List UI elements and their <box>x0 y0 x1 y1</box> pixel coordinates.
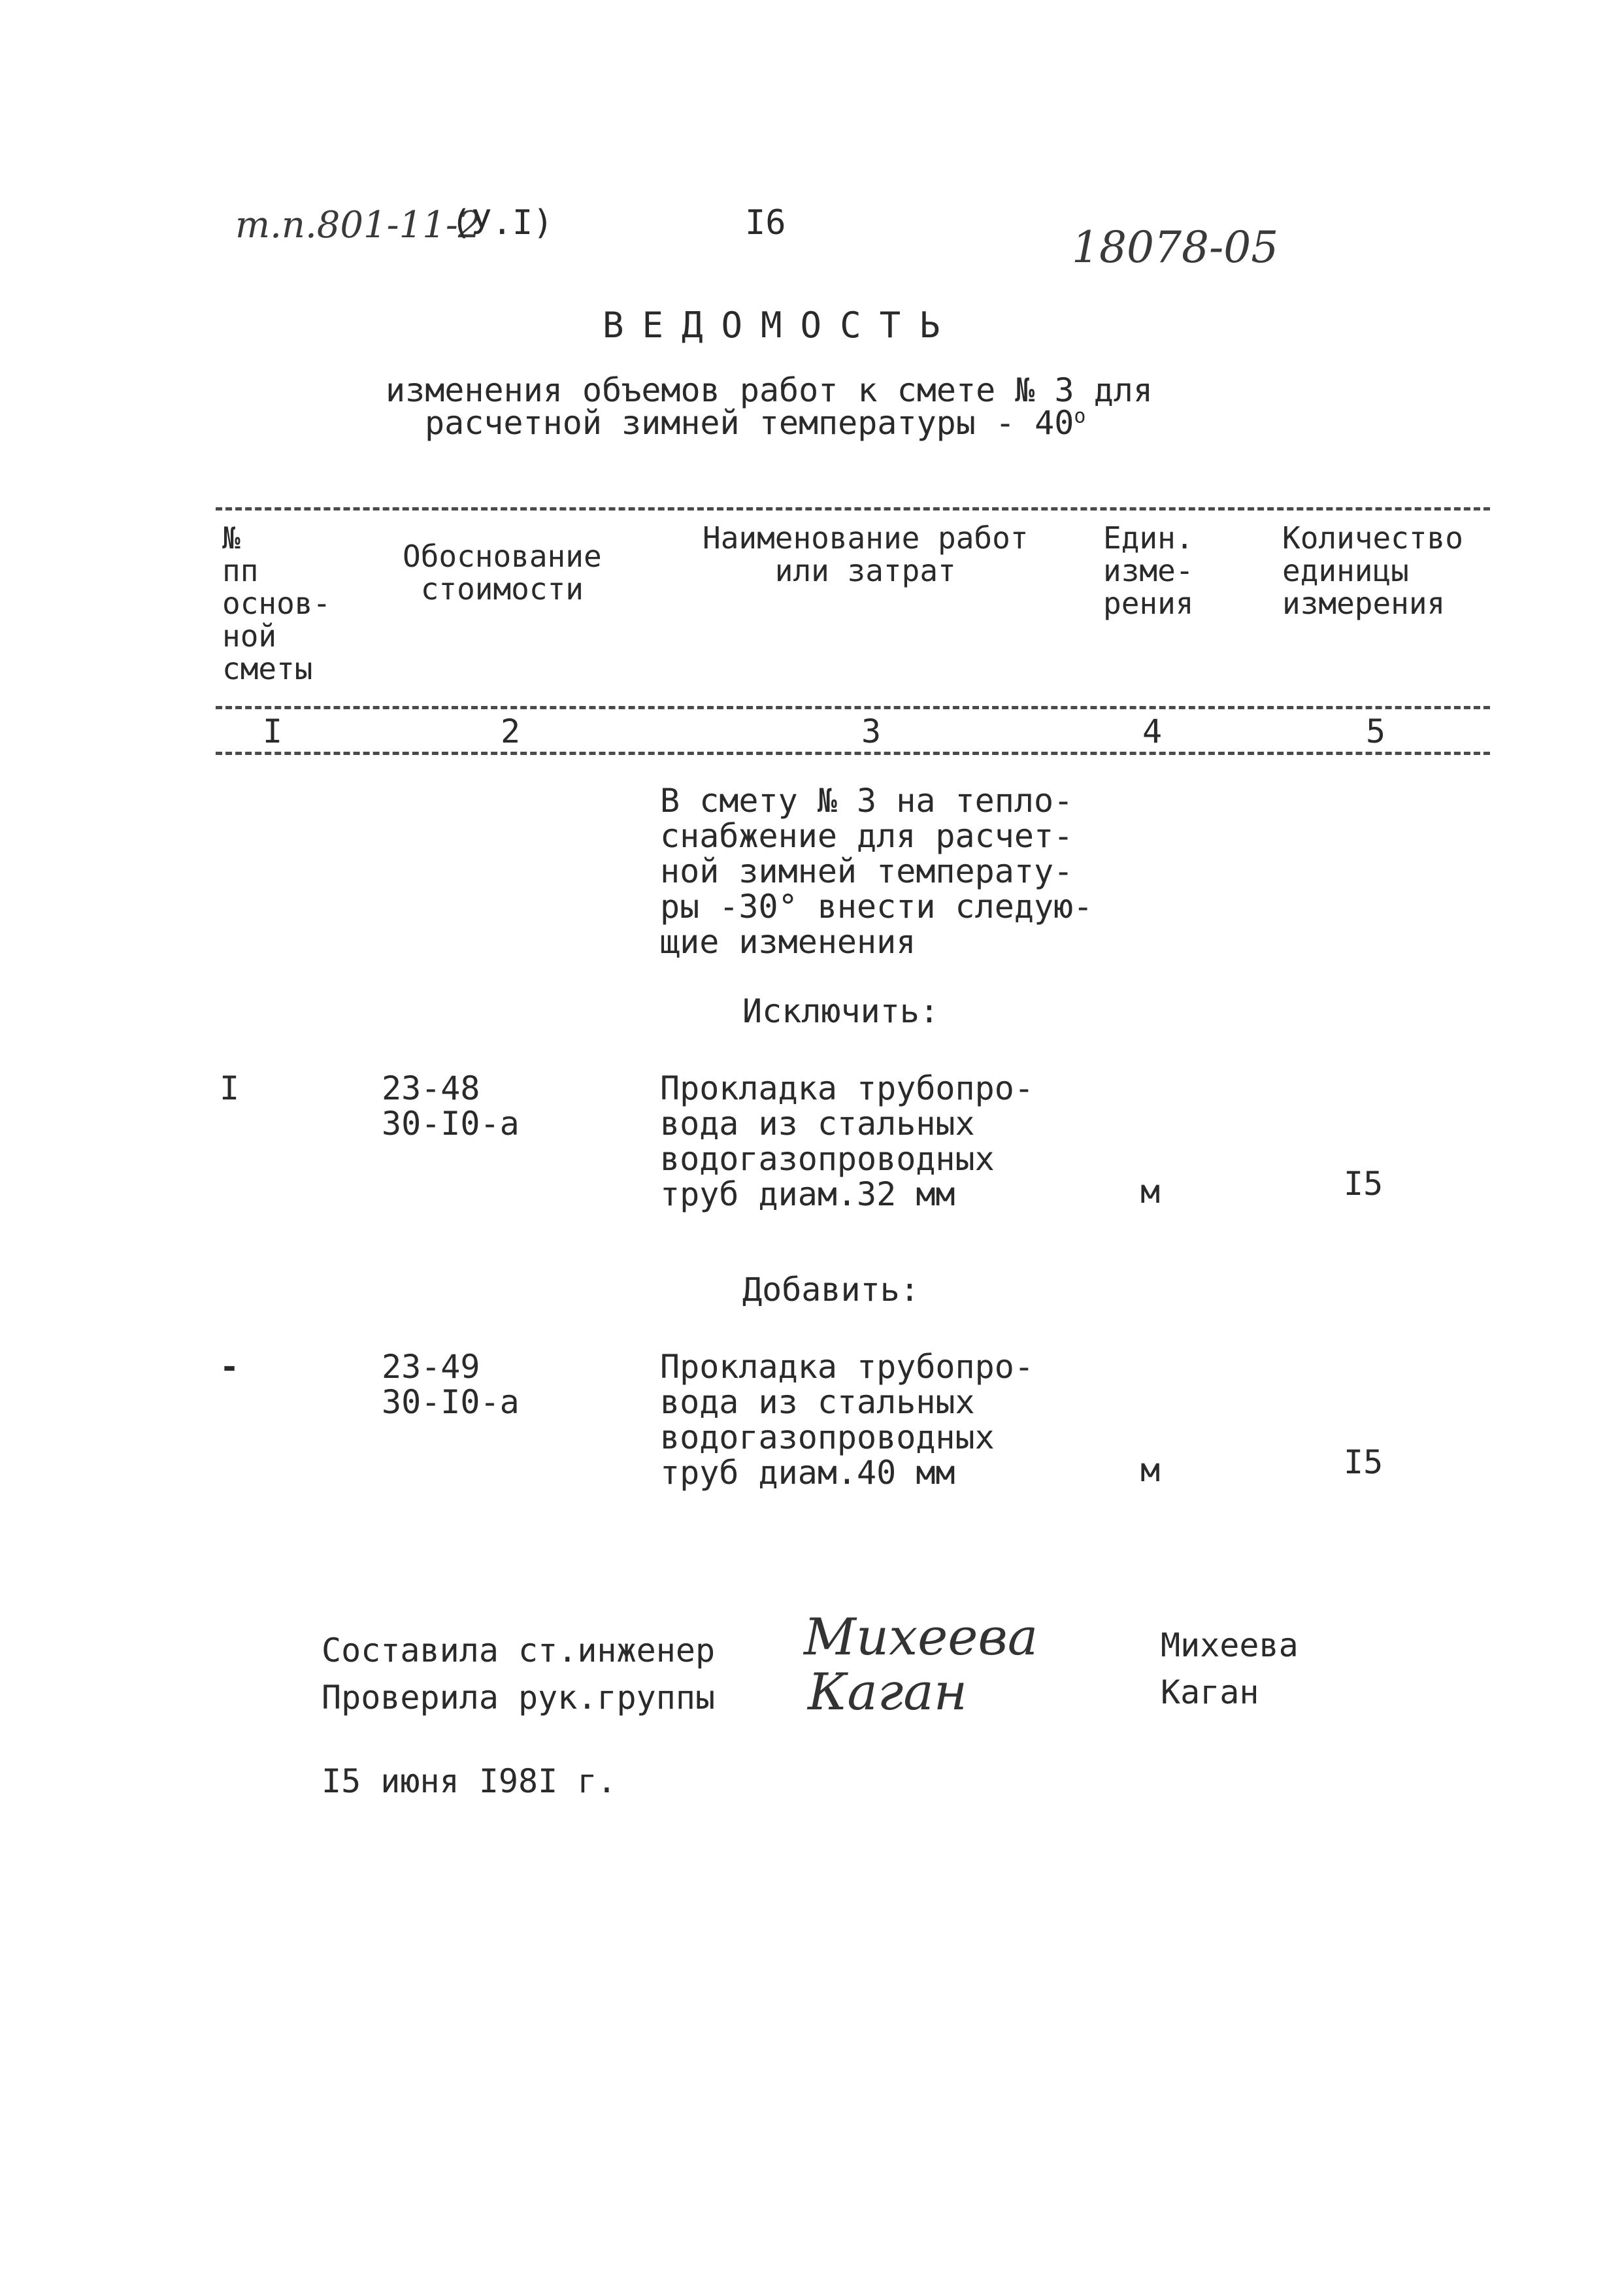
header-quantity: Количество единицы измерения <box>1282 520 1463 621</box>
add-row-number: - <box>220 1348 240 1386</box>
exclude-row-name: Прокладка трубопро- вода из стальных водогазопроводных труб диам.32 мм <box>660 1069 1034 1213</box>
section-add: Добавить: <box>742 1271 920 1309</box>
doc-reference: т.п.801-11-2 <box>235 204 482 246</box>
subtitle-line-2: расчетной зимней температуры - $40^о$ <box>425 404 1086 442</box>
compiled-by-label: Составила ст.инженер <box>322 1632 716 1669</box>
exclude-row-qty: I5 <box>1344 1165 1384 1203</box>
section-exclude: Исключить: <box>742 992 940 1030</box>
column-number-2: 2 <box>501 712 521 750</box>
intro-text: В смету № 3 на тепло- снабжение для расчет- ной зимней температу- ры -30° внести следую- щие изменения <box>660 782 1093 961</box>
header-cost-basis: Обоснование стоимости <box>403 539 602 607</box>
header-bottom-rule <box>216 706 1490 709</box>
exclude-row-number: I <box>220 1069 240 1107</box>
add-row-unit: м <box>1140 1451 1161 1489</box>
checked-by-label: Проверила рук.группы <box>322 1679 716 1717</box>
column-number-1: I <box>263 712 283 750</box>
document-date: I5 июня I98I г. <box>322 1762 617 1800</box>
column-numbers-rule <box>216 752 1490 755</box>
header-row-number: № пп основ- ной сметы <box>222 520 331 686</box>
exclude-row-basis: 23-48 30-I0-а <box>382 1069 520 1143</box>
page-number: I6 <box>745 203 786 243</box>
add-row-basis: 23-49 30-I0-а <box>382 1348 520 1421</box>
compiled-by-name: Михеева <box>1161 1626 1299 1664</box>
document-title: ВЕДОМОСТЬ <box>603 305 959 346</box>
checked-by-name: Каган <box>1161 1673 1259 1711</box>
volume-label: (У.I) <box>451 203 554 243</box>
exclude-row-unit: м <box>1140 1173 1161 1211</box>
sheet-code: 18078-05 <box>1072 222 1279 273</box>
add-row-name: Прокладка трубопро- вода из стальных водогазопроводных труб диам.40 мм <box>660 1348 1034 1492</box>
compiled-signature: Михеева <box>804 1608 1038 1667</box>
table-top-rule <box>216 507 1490 511</box>
header-work-name: Наименование работ или затрат <box>703 520 1029 588</box>
subtitle-line-1: изменения объемов работ к смете № 3 для <box>386 371 1153 409</box>
header-unit: Един. изме- рения <box>1103 520 1194 621</box>
column-number-5: 5 <box>1366 712 1386 750</box>
column-number-3: 3 <box>861 712 882 750</box>
add-row-qty: I5 <box>1344 1443 1384 1481</box>
checked-signature: Каган <box>808 1663 968 1722</box>
column-number-4: 4 <box>1142 712 1163 750</box>
